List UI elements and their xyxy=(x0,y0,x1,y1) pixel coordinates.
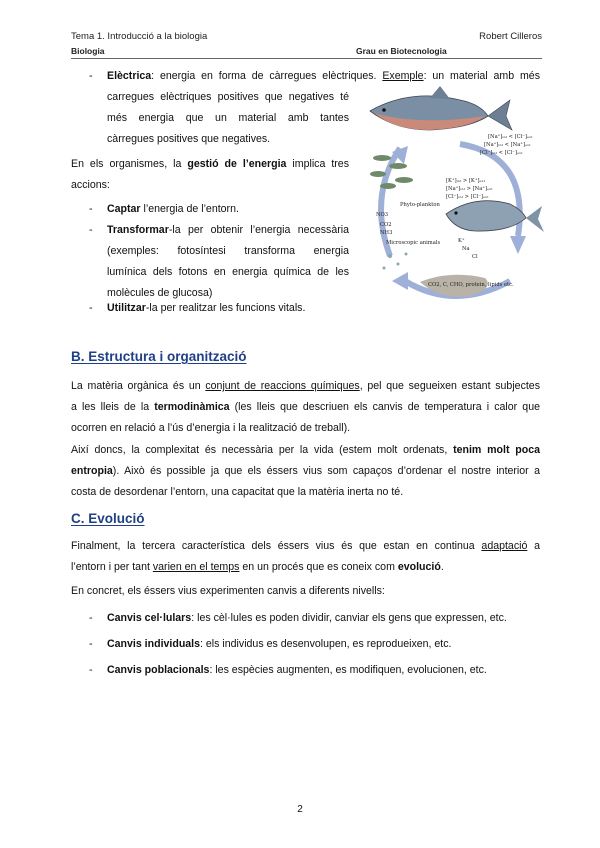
electrica-line-3: més energia que un material amb tantes xyxy=(107,112,349,124)
b-p1-underlined: conjunt de reaccions químiques xyxy=(205,380,360,392)
electrica-line-2: carregues elèctriques positives que negatives té xyxy=(107,91,349,103)
b-p1-l2-post: (les lleis que descriuen els canvis de temperatura i calor que xyxy=(229,401,540,413)
bullet-dash: - xyxy=(89,638,93,650)
gestio-line-1 xyxy=(71,154,349,175)
salmon-adult xyxy=(370,86,512,130)
action-transformar-line-1 xyxy=(107,220,349,241)
utilitzar-term: Utilitzar xyxy=(107,302,146,314)
section-c-p2: En concret, els éssers vius experimenten canvis a diferents nivells: xyxy=(71,585,385,597)
c-p1-l2-underlined: varien en el temps xyxy=(152,561,240,573)
label-b1: [K⁺]ᵢₙₜ > [K⁺]ₑₓₜ xyxy=(446,178,486,184)
label-micro: Microscopic animals xyxy=(386,240,441,246)
label-phyto: Phyto-plankton xyxy=(400,202,440,208)
c-p1-post: a xyxy=(527,540,540,552)
label-na: Na xyxy=(462,246,470,252)
item-text: : els individus es desenvolupen, es reprodueixen, etc. xyxy=(200,638,452,650)
bullet-dash: - xyxy=(89,664,93,676)
action-transformar-line-3: lumínica dels fotons en energia química de les xyxy=(107,266,349,278)
label-a3: [Cl⁻]ᵢₙₜ < [Cl⁻]ₑₓₜ xyxy=(480,150,523,156)
section-c-p1-line-2 xyxy=(71,557,444,578)
item-text: : les espècies augmenten, es modifiquen, evolucionen, etc. xyxy=(209,664,487,676)
b-p2-l2-bold: entropia xyxy=(71,465,113,477)
electrica-term: Elèctrica xyxy=(107,70,152,82)
transformar-text: -la per obtenir l’energia necessària xyxy=(168,224,349,236)
label-bottom: CO2, C, CHO, protein, lipids etc. xyxy=(428,282,514,288)
c-p1-underlined: adaptació xyxy=(481,540,528,552)
arrow-head xyxy=(510,236,526,254)
label-no3: NO3 xyxy=(376,212,389,218)
item-text: : les cèl·lules es poden dividir, canviar els gens que expressen, etc. xyxy=(191,612,507,624)
list-item-population xyxy=(107,660,487,681)
b-p1-l2-pre: a les lleis de la xyxy=(71,401,155,413)
electrica-text-end: : un material amb més xyxy=(423,70,540,82)
section-b-title: B. Estructura i organització xyxy=(71,349,247,364)
c-p1-l2-post: . xyxy=(440,561,444,573)
arrow-head xyxy=(392,272,408,290)
bullet-dash: - xyxy=(89,302,93,314)
section-b-p1-line-2 xyxy=(71,397,540,418)
c-p1-l2-bold: evolució xyxy=(397,561,441,573)
captar-text: l’energia de l’entorn. xyxy=(140,203,239,215)
c-p1-l2-pre: l’entorn i per tant xyxy=(71,561,153,573)
header-subject: Biologia xyxy=(71,46,105,56)
electrica-line-1 xyxy=(107,66,540,87)
b-p2-bold: tenim molt poca xyxy=(453,444,540,456)
bullet-dash: - xyxy=(89,612,93,624)
bullet-dash: - xyxy=(89,203,93,215)
label-b2: [Na⁺]ᵢₙₜ > [Na⁺]ₑₓₜ xyxy=(446,186,493,192)
utilitzar-text: -la per realitzar les funcions vitals. xyxy=(145,302,306,314)
header-topic: Tema 1. Introducció a la biologia xyxy=(71,31,208,42)
b-p1-post: , pel que segueixen estant subjectes xyxy=(359,380,540,392)
list-item-cellular xyxy=(107,608,507,629)
label-cl: Cl xyxy=(472,254,478,260)
item-term: Canvis cel·lulars xyxy=(107,612,192,624)
label-k: K⁺ xyxy=(458,238,465,244)
section-b-p2-line-1 xyxy=(71,440,540,461)
plankton-dots xyxy=(383,253,408,270)
item-term: Canvis poblacionals xyxy=(107,664,210,676)
energy-cycle-figure xyxy=(360,86,555,308)
gestio-line-2: accions: xyxy=(71,179,110,191)
bullet-dash: - xyxy=(89,70,93,82)
section-b-p2-line-2 xyxy=(71,461,540,482)
list-item-individual xyxy=(107,634,452,655)
b-p1-l2-bold: termodinàmica xyxy=(154,401,230,413)
action-transformar-line-2: (exemples: fotosíntesi transforma energia xyxy=(107,245,349,257)
label-b3: [Cl⁻]ᵢₙₜ > [Cl⁻]ₑₓₜ xyxy=(446,194,489,200)
example-label: Exemple xyxy=(382,70,424,82)
header-rule xyxy=(71,58,542,59)
header-degree: Grau en Biotecnologia xyxy=(356,46,447,56)
section-c-title: C. Evolució xyxy=(71,511,145,526)
action-transformar-line-4: molècules de glucosa) xyxy=(107,287,213,299)
action-captar xyxy=(107,199,239,220)
section-b-p1-line-3: ocorren en relació a l’ús d’energia i la realització de treball). xyxy=(71,422,351,434)
gestio-bold: gestió de l’energia xyxy=(187,158,287,170)
label-a1: [Na⁺]ᵢₙₜ < [Cl⁻]ₑₓₜ xyxy=(488,134,533,140)
label-a2: [Na⁺]ᵢₙₜ < [Na⁺]ₑₓₜ xyxy=(484,142,531,148)
c-p1-l2-mid: en un procés que es coneix com xyxy=(239,561,398,573)
section-c-p1-line-1 xyxy=(71,536,540,557)
electrica-text: : energia en forma de càrregues elèctriques. xyxy=(151,70,383,82)
bullet-dash: - xyxy=(89,224,93,236)
action-utilitzar xyxy=(107,298,305,319)
c-p1-pre: Finalment, la tercera característica dels éssers vius és que estan en continua xyxy=(71,540,482,552)
electrica-line-4: càrregues positives que negatives. xyxy=(107,133,271,145)
transformar-term: Transformar xyxy=(107,224,169,236)
b-p2-l2-post: ). Això és possible ja que els éssers vius som capaços d’ordenar el nostre interior a xyxy=(112,465,540,477)
section-b-p1-line-1 xyxy=(71,376,540,397)
label-co2: CO2 xyxy=(380,222,392,228)
section-b-p2-line-3: costa de desordenar l’entorn, una capacitat que la matèria inerta no té. xyxy=(71,486,404,498)
label-nh3: NH3 xyxy=(380,230,393,236)
header-author: Robert Cilleros xyxy=(479,31,542,42)
gestio-pre: En els organismes, la xyxy=(71,158,188,170)
captar-term: Captar xyxy=(107,203,141,215)
b-p1-pre: La matèria orgànica és un xyxy=(71,380,206,392)
gestio-post: implica tres xyxy=(286,158,349,170)
b-p2-pre: Així doncs, la complexitat és necessària per la vida (estem molt ordenats, xyxy=(71,444,454,456)
page-number: 2 xyxy=(297,804,303,815)
item-term: Canvis individuals xyxy=(107,638,201,650)
salmon-juvenile xyxy=(446,201,544,232)
